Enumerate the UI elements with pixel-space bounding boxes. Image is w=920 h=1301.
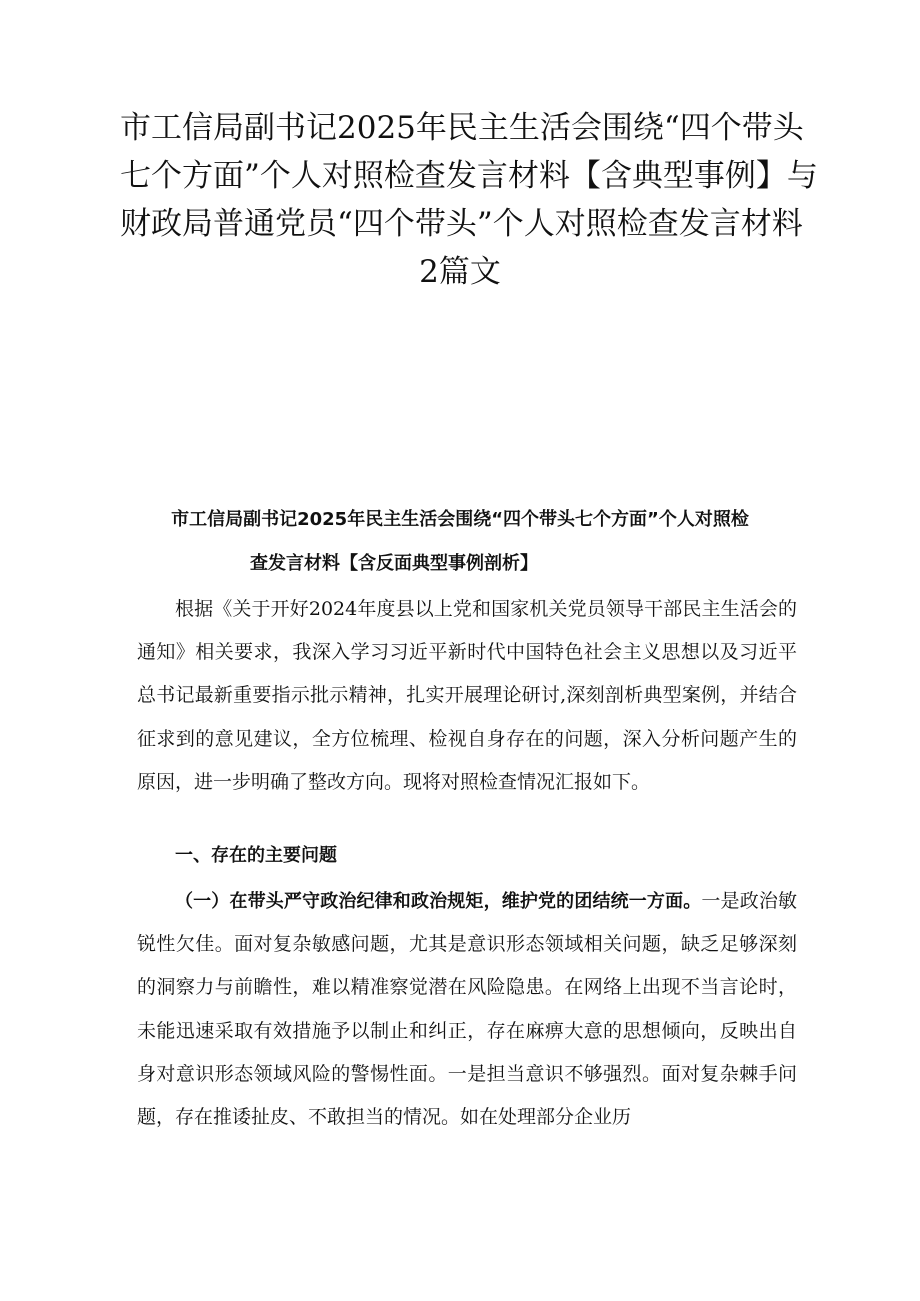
- article-title-line-1: 市工信局副书记2025年民主生活会围绕“四个带头七个方面”个人对照检: [171, 509, 749, 530]
- cover-title-line-4: 2篇文: [419, 254, 501, 290]
- subsection-block: [137, 880, 797, 1139]
- cover-title: [120, 104, 818, 296]
- subsection-lead: （一）在带头严守政治纪律和政治规矩，维护党的团结统一方面。: [175, 891, 702, 912]
- article-title: [120, 498, 800, 586]
- cover-title-line-2: 七个方面”个人对照检查发言材料【含典型事例】与: [120, 158, 818, 194]
- intro-block: [137, 588, 797, 804]
- intro-paragraph: 根据《关于开好2024年度县以上党和国家机关党员领导干部民主生活会的通知》相关要求，我深入学习习近平新时代中国特色社会主义思想以及习近平总书记最新重要指示批示精神，扎实开展理论研讨,深刻剖析典型案例，并结合征求到的意见建议，全方位梳理、检视自身存在的问题，深入分析问题产生的原因，进一步明确了整改方向。现将对照检查情况汇报如下。: [137, 598, 797, 793]
- subsection-paragraph: [137, 880, 797, 1139]
- subsection-body: 一是政治敏锐性欠佳。面对复杂敏感问题，尤其是意识形态领域相关问题，缺乏足够深刻的洞察力与前瞻性，难以精准察觉潜在风险隐患。在网络上出现不当言论时，未能迅速采取有效措施予以制止和纠正，存在麻痹大意的思想倾向，反映出自身对意识形态领域风险的警惕性面。一是担当意识不够强烈。面对复杂棘手问题，存在推诿扯皮、不敢担当的情况。如在处理部分企业历: [137, 890, 797, 1129]
- cover-title-line-3: 财政局普通党员“四个带头”个人对照检查发言材料: [120, 206, 803, 242]
- article-title-line-2: 查发言材料【含反面典型事例剖析】: [250, 553, 538, 574]
- cover-title-line-1: 市工信局副书记2025年民主生活会围绕“四个带头: [120, 110, 804, 146]
- section-heading: 一、存在的主要问题: [175, 845, 337, 866]
